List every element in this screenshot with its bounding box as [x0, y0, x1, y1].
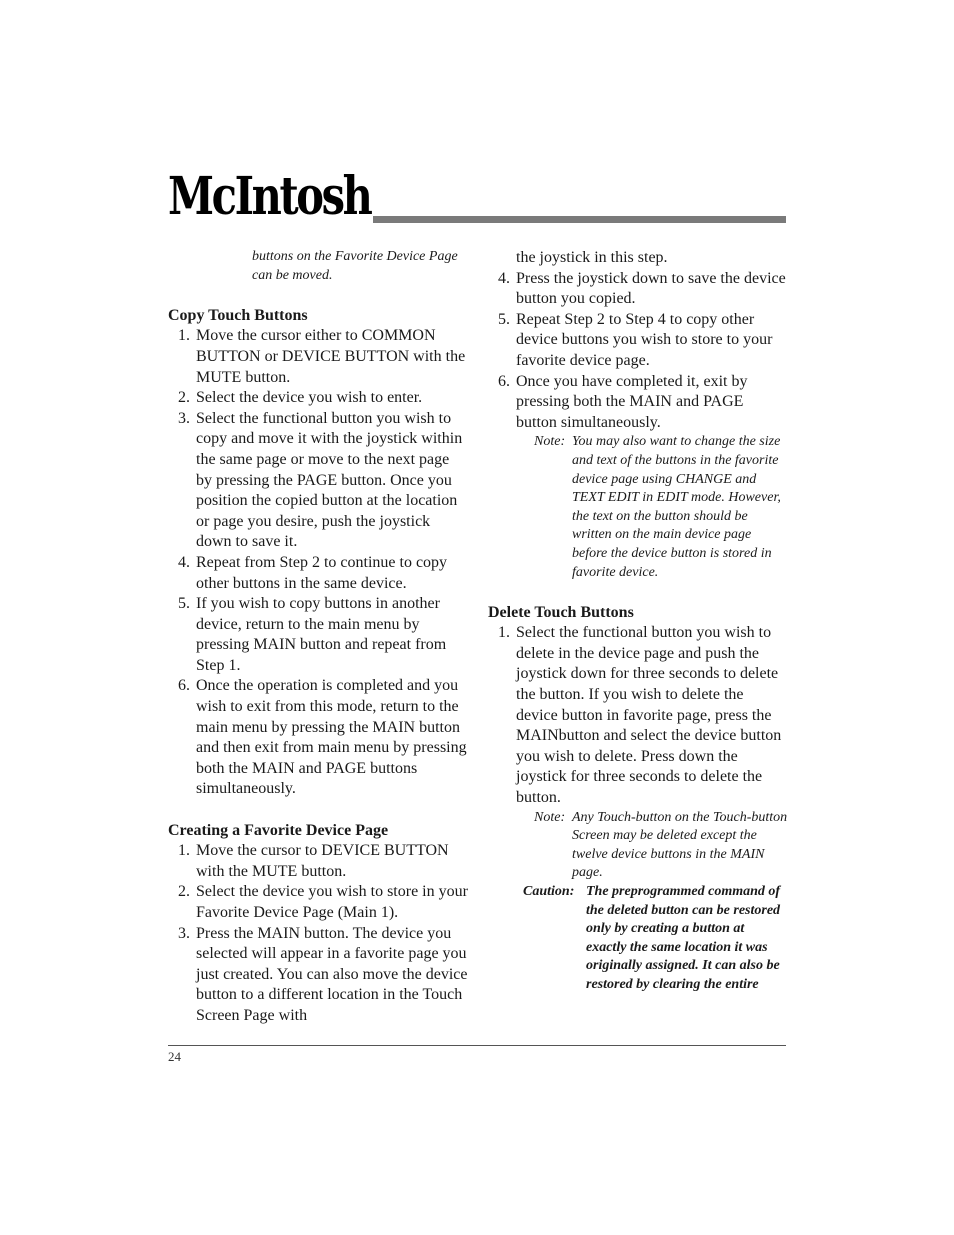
list-item: 1. Select the functional button you wish to delete in the device page and push the joystick down for three seconds to delete the button. If you wish to delete the device button in favorite page, press the MAINbutton and select the device button you wish to delete. Press down the joystick for three seconds to delete the button. [498, 624, 782, 807]
intro-text: buttons on the Favorite Device Page can be moved. [252, 249, 458, 283]
list-item: 3. Press the MAIN button. The device you selected will appear in a favorite page you just created. You can also move the device button to a different location in the Touch Screen Page with [178, 924, 468, 1024]
list-item: 2. Select the device you wish to store in your Favorite Device Page (Main 1). [178, 883, 468, 921]
header-rule [373, 216, 786, 223]
caution-text: Caution: The preprogrammed command of the deleted button can be restored only by creating a button at exactly the same location it was originally assigned. It can also be restored by clearing the entire [523, 884, 781, 992]
note-change-text: Note: You may also want to change the size and text of the buttons in the favorite device page using CHANGE and TEXT EDIT in EDIT mode. However, the text on the button should be written on the main device page before the device button is stored in favorite device. [534, 434, 781, 580]
favorite-device-page-heading: Creating a Favorite Device Page [168, 821, 389, 839]
delete-touch-buttons-heading: Delete Touch Buttons [488, 603, 634, 621]
footer-rule [168, 1045, 786, 1046]
list-item: 1. Move the cursor to DEVICE BUTTON with the MUTE button. [178, 842, 449, 880]
list-item: 5. Repeat Step 2 to Step 4 to copy other device buttons you wish to store to your favorite device page. [498, 310, 773, 369]
right-column [488, 248, 788, 995]
list-item: 3. Select the functional button you wish to copy and move it with the joystick within the same page or move to the next page by pressing the PAGE button. Once you position the copied button at the location or page you desire, push the joystick down to save it. [178, 409, 463, 551]
list-item-continuation: the joystick in this step. [516, 249, 668, 266]
list-item: 5. If you wish to copy buttons in another device, return to the main menu by pressing MAIN button and repeat from Step 1. [178, 595, 447, 674]
note-delete: Note: Any Touch-button on the Touch-button Screen may be deleted except the twelve device buttons in the MAIN page. [534, 809, 788, 881]
page-number: 24 [168, 1049, 181, 1064]
list-item: 2. Select the device you wish to enter. [178, 389, 423, 407]
delete-steps-list [488, 623, 788, 808]
list-item: 6. Once you have completed it, exit by pressing both the MAIN and PAGE button simultaneously. [498, 372, 748, 431]
list-item: 4. Repeat from Step 2 to continue to copy other buttons in the same device. [178, 553, 448, 592]
copy-touch-buttons-heading: Copy Touch Buttons [168, 306, 308, 324]
list-item: 6. Once the operation is completed and you wish to exit from this mode, return to the main menu by pressing the MAIN button and then exit from main menu by pressing both the MAIN and PAGE buttons simultaneously. [178, 677, 467, 798]
favorite-steps-continued [488, 248, 788, 433]
mcintosh-logo: McIntosh [168, 166, 371, 227]
copy-steps-list [168, 326, 468, 800]
list-item: 4. Press the joystick down to save the device button you copied. [498, 269, 786, 308]
left-column [168, 248, 468, 1027]
page-header [168, 168, 786, 226]
list-item: 1. Move the cursor either to COMMON BUTTON or DEVICE BUTTON with the MUTE button. [178, 327, 466, 386]
favorite-steps-list [168, 841, 468, 1026]
